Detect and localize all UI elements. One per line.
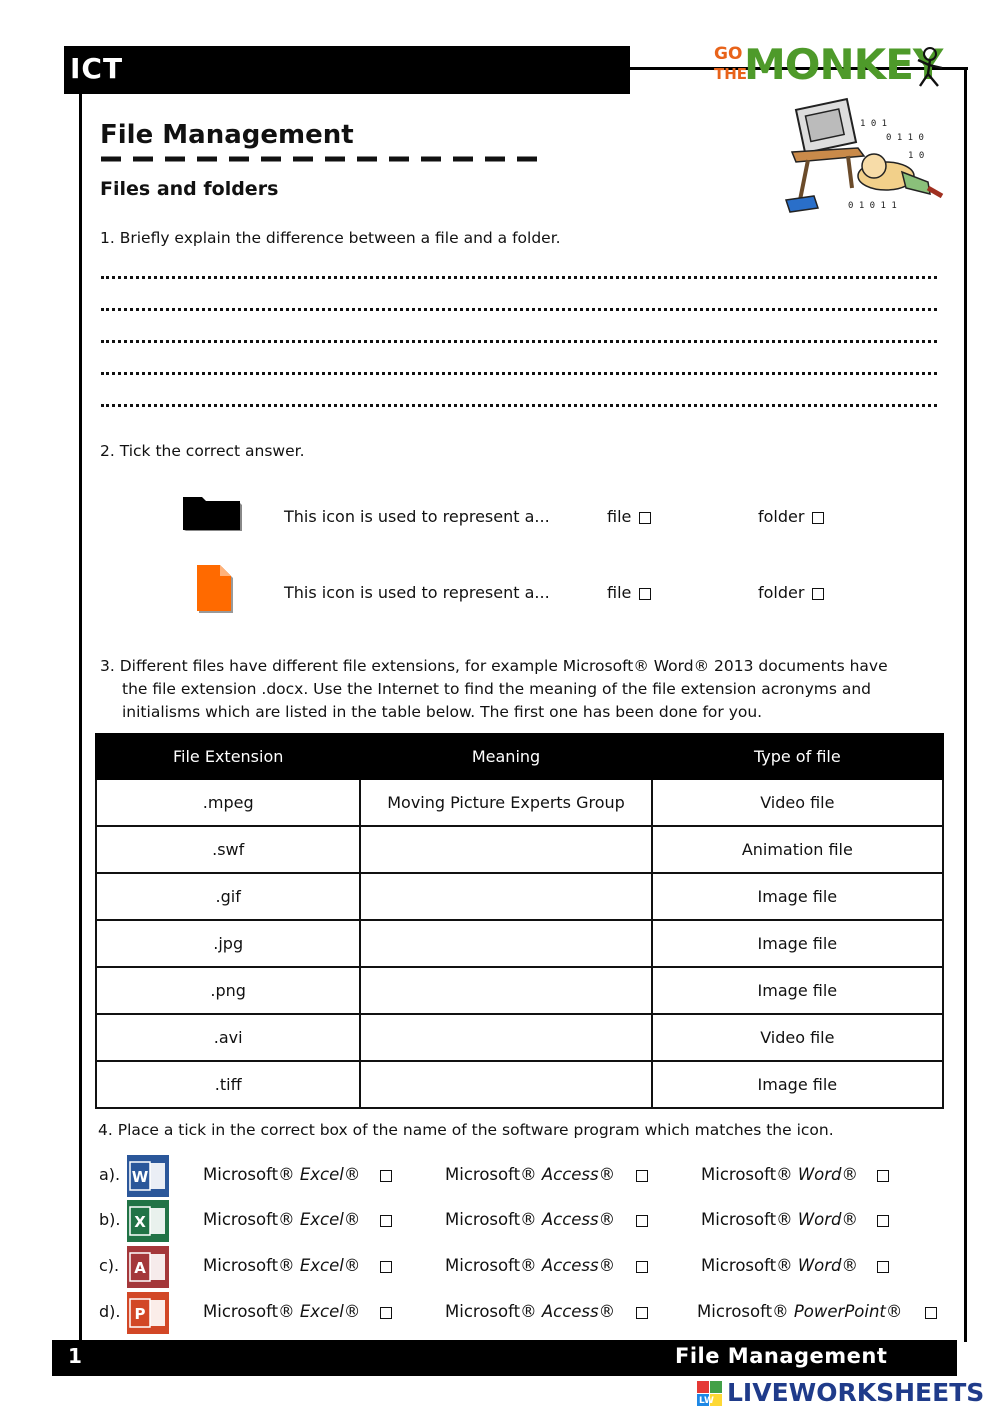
q4-option-checkbox[interactable] <box>380 1307 392 1319</box>
q4-option-product: Access® <box>541 1302 616 1321</box>
q4-option-label <box>203 1165 360 1184</box>
svg-text:1 0 1: 1 0 1 <box>860 119 888 129</box>
q4-option-product: Access® <box>541 1210 616 1229</box>
q4-option-product: Excel® <box>299 1165 361 1184</box>
answer-line-4[interactable] <box>101 372 937 375</box>
footer-title: File Management <box>675 1344 888 1368</box>
type-cell: Image file <box>652 1061 943 1108</box>
q2-opt-folder-1[interactable] <box>758 507 824 526</box>
q4-option-brand: Microsoft® <box>445 1256 537 1275</box>
question-3-line-3: initialisms which are listed in the table below. The first one has been done for you. <box>122 703 763 721</box>
q4-option-brand: Microsoft® <box>203 1165 295 1184</box>
type-cell: Animation file <box>652 826 943 873</box>
q4-option-checkbox[interactable] <box>380 1215 392 1227</box>
q2-opt-file-2-label: file <box>607 583 632 602</box>
excel-icon <box>127 1200 169 1242</box>
q4-option-product: Excel® <box>299 1256 361 1275</box>
word-icon <box>127 1155 169 1197</box>
table-row <box>96 1061 943 1108</box>
svg-text:A: A <box>134 1259 146 1277</box>
q2-opt-file-1-label: file <box>607 507 632 526</box>
q2-opt-folder-2[interactable] <box>758 583 824 602</box>
logo-brand: MONKEY <box>744 40 943 89</box>
table-row <box>96 1014 943 1061</box>
q4-option-label <box>203 1256 360 1275</box>
logo-the: THE <box>714 65 748 83</box>
svg-text:0 1 1 0: 0 1 1 0 <box>886 133 924 143</box>
q4-option-brand: Microsoft® <box>701 1165 793 1184</box>
q4-option-label <box>701 1210 858 1229</box>
q4-option-checkbox[interactable] <box>877 1261 889 1273</box>
q4-option-brand: Microsoft® <box>445 1302 537 1321</box>
header-type-of-file: Type of file <box>652 734 943 779</box>
frame-left-line <box>79 94 82 1342</box>
table-header-row <box>96 734 943 779</box>
q4-option-checkbox[interactable] <box>636 1307 648 1319</box>
q4-option-product: Word® <box>797 1210 859 1229</box>
q4-option-label <box>445 1302 615 1321</box>
q4-option-brand: Microsoft® <box>203 1210 295 1229</box>
page-title: File Management <box>100 120 354 150</box>
table-row <box>96 873 943 920</box>
type-cell: Image file <box>652 920 943 967</box>
q2-opt-file-1[interactable] <box>607 507 651 526</box>
q4-row-label: a). <box>99 1165 121 1184</box>
logo-go: GO <box>714 44 743 64</box>
svg-text:0 1 0 1 1: 0 1 0 1 1 <box>848 201 897 211</box>
q4-option-brand: Microsoft® <box>697 1302 789 1321</box>
header-bar <box>64 46 630 94</box>
header-file-extension: File Extension <box>96 734 360 779</box>
liveworksheets-logo-badge: LW <box>699 1396 714 1406</box>
q4-option-checkbox[interactable] <box>636 1170 648 1182</box>
q4-option-label <box>203 1210 360 1229</box>
q4-option-label <box>445 1165 615 1184</box>
question-3-line-2: the file extension .docx. Use the Internet to find the meaning of the file extension acronyms and <box>122 680 872 698</box>
subtitle: Files and folders <box>100 178 279 200</box>
meaning-cell[interactable] <box>360 1014 651 1061</box>
file-icon <box>196 564 236 614</box>
q2-opt-folder-1-label: folder <box>758 507 805 526</box>
q4-option-brand: Microsoft® <box>203 1302 295 1321</box>
svg-text:W: W <box>131 1168 149 1186</box>
go-the-monkey-logo <box>712 40 952 94</box>
q4-option-label <box>445 1256 615 1275</box>
q4-option-product: Excel® <box>299 1302 361 1321</box>
powerpoint-icon <box>127 1292 169 1334</box>
table-row <box>96 779 943 826</box>
q4-option-label <box>697 1302 902 1321</box>
folder-icon <box>182 493 242 531</box>
q4-option-product: Word® <box>797 1165 859 1184</box>
q4-option-checkbox[interactable] <box>925 1307 937 1319</box>
q4-row-label: d). <box>99 1302 121 1321</box>
q4-option-product: Excel® <box>299 1210 361 1229</box>
q4-option-brand: Microsoft® <box>445 1165 537 1184</box>
extension-cell: .jpg <box>96 920 360 967</box>
section-title: ICT <box>70 52 124 85</box>
header-meaning: Meaning <box>360 734 651 779</box>
extension-cell: .png <box>96 967 360 1014</box>
table-row <box>96 967 943 1014</box>
page-number: 1 <box>68 1344 82 1368</box>
svg-text:P: P <box>134 1305 146 1323</box>
type-cell: Video file <box>652 1014 943 1061</box>
q4-option-checkbox[interactable] <box>877 1215 889 1227</box>
svg-text:X: X <box>134 1213 146 1231</box>
q2-opt-folder-2-label: folder <box>758 583 805 602</box>
q4-option-product: PowerPoint® <box>793 1302 903 1321</box>
q4-option-label <box>701 1165 858 1184</box>
question-2: 2. Tick the correct answer. <box>100 442 305 460</box>
q4-option-brand: Microsoft® <box>203 1256 295 1275</box>
svg-text:1 0: 1 0 <box>908 151 925 161</box>
q2-opt-file-2[interactable] <box>607 583 651 602</box>
q2-prompt-1: This icon is used to represent a... <box>284 507 550 526</box>
table-row <box>96 920 943 967</box>
q4-option-label <box>701 1256 858 1275</box>
q4-row-label: c). <box>99 1256 120 1275</box>
q4-option-checkbox[interactable] <box>877 1170 889 1182</box>
q4-option-checkbox[interactable] <box>636 1261 648 1273</box>
q4-option-product: Access® <box>541 1256 616 1275</box>
liveworksheets-logo-icon <box>697 1381 723 1407</box>
table-row <box>96 826 943 873</box>
frame-right-line <box>964 67 967 1342</box>
q2-folder-checkbox-1[interactable] <box>812 512 824 524</box>
meaning-cell[interactable] <box>360 873 651 920</box>
q4-option-checkbox[interactable] <box>380 1261 392 1273</box>
answer-line-3[interactable] <box>101 340 937 343</box>
type-cell: Image file <box>652 967 943 1014</box>
q4-option-product: Access® <box>541 1165 616 1184</box>
monkey-icon <box>912 46 948 92</box>
type-cell: Image file <box>652 873 943 920</box>
answer-line-1[interactable] <box>101 276 937 279</box>
liveworksheets-text: LIVEWORKSHEETS <box>727 1378 985 1407</box>
extension-cell: .gif <box>96 873 360 920</box>
meaning-cell[interactable] <box>360 1061 651 1108</box>
q2-folder-checkbox-2[interactable] <box>812 588 824 600</box>
q4-option-label <box>203 1302 360 1321</box>
q2-file-checkbox-1[interactable] <box>639 512 651 524</box>
extension-cell: .swf <box>96 826 360 873</box>
extension-cell: .avi <box>96 1014 360 1061</box>
file-extension-table <box>95 733 944 1109</box>
answer-line-2[interactable] <box>101 308 937 311</box>
question-4: 4. Place a tick in the correct box of the name of the software program which matches the icon. <box>98 1121 834 1139</box>
question-1: 1. Briefly explain the difference between a file and a folder. <box>100 229 561 247</box>
meaning-cell[interactable] <box>360 967 651 1014</box>
q4-option-product: Word® <box>797 1256 859 1275</box>
question-3-line-1: 3. Different files have different file extensions, for example Microsoft® Word® 2013 documents have <box>100 657 888 675</box>
extension-cell: .tiff <box>96 1061 360 1108</box>
q4-option-brand: Microsoft® <box>445 1210 537 1229</box>
q2-prompt-2: This icon is used to represent a... <box>284 583 550 602</box>
extension-cell: .mpeg <box>96 779 360 826</box>
q4-option-checkbox[interactable] <box>636 1215 648 1227</box>
meaning-cell[interactable] <box>360 920 651 967</box>
q4-row-label: b). <box>99 1210 121 1229</box>
cartoon-computer-illustration <box>778 96 948 221</box>
q2-file-checkbox-2[interactable] <box>639 588 651 600</box>
access-icon <box>127 1246 169 1288</box>
meaning-cell[interactable] <box>360 826 651 873</box>
answer-line-5[interactable] <box>101 404 937 407</box>
q4-option-checkbox[interactable] <box>380 1170 392 1182</box>
q4-option-brand: Microsoft® <box>701 1256 793 1275</box>
meaning-cell: Moving Picture Experts Group <box>360 779 651 826</box>
type-cell: Video file <box>652 779 943 826</box>
q4-option-label <box>445 1210 615 1229</box>
q4-option-brand: Microsoft® <box>701 1210 793 1229</box>
title-dashed-underline <box>101 156 541 162</box>
